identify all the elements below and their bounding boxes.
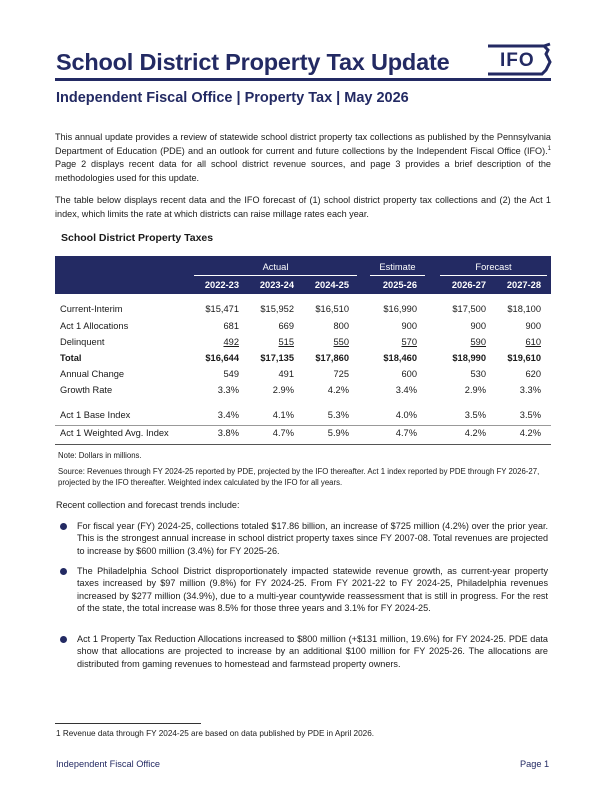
footnote-ref[interactable]: 1 (547, 145, 551, 152)
footnote-rule (55, 723, 201, 724)
footnote: 1 Revenue data through FY 2024-25 are based on data published by PDE in April 2026. (56, 729, 375, 738)
trend-bullet: The Philadelphia School District disproportionately impacted statewide revenue growth, as current-year property taxes increased by $97 million (9.8%) for FY 2024-25. From FY 2021-22 to FY 2024-25, Philadelphia revenues increased by $277 million (34.9%), due to a multi-year countywide reassessment that is still in progress. For the rest of the state, the total increase was 8.5% for those three years and 3.1% for FY 2024-25. (77, 566, 548, 613)
bullet-icon (60, 636, 67, 643)
year-header: 2026-27 (451, 280, 486, 290)
intro-paragraph-2: The table below displays recent data and the IFO forecast of (1) school district property tax collections and (2) the Act 1 index, which limits the rate at which districts can raise millage rates each year. (55, 195, 551, 219)
group-estimate-line (370, 275, 425, 276)
table-row: Growth Rate 3.3% 2.9% 4.2% 3.4% 2.9% 3.3% (60, 385, 541, 395)
footer-organization: Independent Fiscal Office (56, 759, 161, 769)
table-row: Act 1 Base Index 3.4% 4.1% 5.3% 4.0% 3.5% 3.5% (60, 410, 541, 420)
year-header: 2023-24 (259, 280, 294, 290)
footer-page-number: Page 1 (520, 759, 550, 769)
intro-paragraph-1: This annual update provides a review of statewide school district property tax collections as published by the Pennsylvania Department of Education (PDE) and an outlook for current and future collections by the Independent Fiscal Office (IFO).$^1$ Page 2 displays recent data for all school district revenue sources, and page 3 provides a brief description of the methodologies used for this update. (55, 132, 551, 183)
group-forecast-line (440, 275, 547, 276)
year-header: 2027-28 (506, 280, 541, 290)
table-row: Act 1 Weighted Avg. Index 3.8% 4.7% 5.9% 4.7% 4.2% 4.2% (60, 428, 541, 438)
table-bottom-rule (55, 444, 551, 445)
year-header: 2022-23 (204, 280, 239, 290)
header-rule (55, 78, 551, 81)
bullet-icon (60, 568, 67, 575)
table-row: Delinquent 492 515 550 570 590 610 (60, 337, 541, 347)
year-header: 2024-25 (314, 280, 349, 290)
group-actual-line (194, 275, 357, 276)
year-header: 2025-26 (382, 280, 417, 290)
group-actual: Actual (262, 262, 289, 272)
trends-intro: Recent collection and forecast trends include: (56, 500, 240, 510)
page-title: School District Property Tax Update (56, 49, 450, 75)
table-row: Annual Change 549 491 725 600 530 620 (60, 369, 541, 379)
bullet-icon (60, 523, 67, 530)
trend-bullet: For fiscal year (FY) 2024-25, collections totaled $17.86 billion, an increase of $725 million (4.2%) over the prior year. This is the strongest annual increase in school district property taxes since FY 2007-08. Total revenues are projected to increase by $600 million (3.4%) for FY 2025-26. (77, 521, 548, 556)
table-source: Source: Revenues through FY 2024-25 reported by PDE, projected by the IFO thereafter. Act 1 index reported by PDE through FY 2026-27, projected by the IFO thereafter. Weighted index calculated by the IFO for all years. (58, 467, 540, 487)
page-subtitle: Independent Fiscal Office | Property Tax | May 2026 (56, 90, 409, 106)
trend-bullet: Act 1 Property Tax Reduction Allocations increased to $800 million (+$131 million, 19.6%) for FY 2024-25. PDE data show that allocations are projected to increase by an additional $100 million for FY 2025-26. The allocations are distributed from gaming revenues to homestead and farmstead property owners. (77, 634, 548, 669)
group-estimate: Estimate (379, 262, 416, 272)
group-forecast: Forecast (475, 262, 512, 272)
table-row: Act 1 Allocations 681 669 800 900 900 900 (60, 321, 541, 331)
ifo-logo: IFO (500, 50, 535, 71)
row-divider (55, 425, 551, 426)
table-row-total: Total $16,644 $17,135 $17,860 $18,460 $18,990 $19,610 (60, 353, 541, 363)
table-title: School District Property Taxes (61, 232, 214, 244)
table-note: Note: Dollars in millions. (58, 451, 142, 460)
table-row: Current-Interim $15,471 $15,952 $16,510 $16,990 $17,500 $18,100 (60, 304, 541, 314)
